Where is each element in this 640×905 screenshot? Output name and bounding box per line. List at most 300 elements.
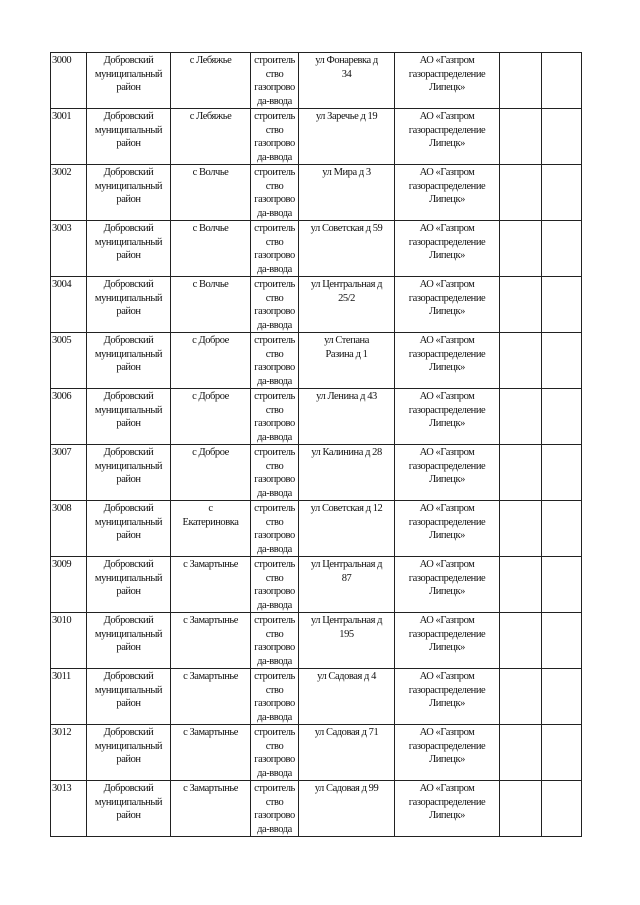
district-line: Добровский [103, 55, 154, 66]
district-line: район [116, 418, 141, 429]
district-cell [87, 277, 171, 333]
locality-line: с Лебяжье [189, 55, 232, 66]
work-type-line: газопрово [254, 418, 295, 429]
locality-cell [171, 221, 251, 277]
locality-line: с Волчье [192, 167, 229, 178]
district-line: район [116, 194, 141, 205]
locality-line: с [208, 503, 213, 514]
organization-line: газораспределение [408, 460, 486, 472]
locality-cell [171, 53, 251, 109]
organization-line: АО «Газпром [419, 55, 475, 66]
district-line: муниципальный [94, 236, 163, 248]
organization-line: Липецк» [429, 698, 465, 709]
locality-cell [171, 725, 251, 781]
work-type-line: строитель [254, 727, 295, 738]
work-type-line: ство [265, 572, 284, 584]
locality-cell [171, 165, 251, 221]
row-number-cell: 3001 [51, 109, 87, 165]
organization-line: АО «Газпром [419, 615, 475, 626]
locality-line: с Замартынье [183, 615, 238, 626]
work-type-line: газопрово [254, 810, 295, 821]
district-line: муниципальный [94, 628, 163, 640]
address-line: ул Центральная д [310, 559, 383, 570]
row-number-cell: 3004 [51, 277, 87, 333]
row-number-cell: 3005 [51, 333, 87, 389]
district-line: район [116, 530, 141, 541]
address-line: ул Советская д 12 [310, 503, 383, 514]
empty-cell [500, 389, 542, 445]
work-type-line: строитель [254, 111, 295, 122]
work-type-line: ство [265, 68, 284, 80]
district-line: Добровский [103, 167, 154, 178]
work-type-line: газопрово [254, 194, 295, 205]
empty-cell [542, 781, 582, 837]
work-type-line: да-ввода [257, 95, 292, 107]
work-type-line: да-ввода [257, 431, 292, 443]
organization-line: газораспределение [408, 404, 486, 416]
organization-line: Липецк» [429, 306, 465, 317]
district-cell [87, 333, 171, 389]
district-line: муниципальный [94, 68, 163, 80]
district-line: Добровский [103, 447, 154, 458]
work-type-cell [251, 277, 299, 333]
table-row [51, 557, 582, 613]
address-line: 87 [341, 572, 352, 584]
locality-cell [171, 277, 251, 333]
work-type-cell [251, 781, 299, 837]
organization-line: АО «Газпром [419, 223, 475, 234]
locality-line: с Лебяжье [189, 111, 232, 122]
work-type-line: строитель [254, 447, 295, 458]
district-cell [87, 781, 171, 837]
organization-cell [395, 277, 500, 333]
organization-cell [395, 221, 500, 277]
work-type-line: строитель [254, 279, 295, 290]
work-type-line: ство [265, 348, 284, 360]
organization-line: Липецк» [429, 474, 465, 485]
organization-line: АО «Газпром [419, 279, 475, 290]
district-line: Добровский [103, 783, 154, 794]
district-line: муниципальный [94, 348, 163, 360]
empty-cell [542, 557, 582, 613]
work-type-line: строитель [254, 559, 295, 570]
organization-line: АО «Газпром [419, 391, 475, 402]
address-cell [299, 725, 395, 781]
empty-cell [500, 277, 542, 333]
work-type-line: ство [265, 124, 284, 136]
district-line: Добровский [103, 559, 154, 570]
district-cell [87, 389, 171, 445]
empty-cell [500, 669, 542, 725]
district-cell [87, 725, 171, 781]
work-type-line: газопрово [254, 362, 295, 373]
work-type-line: газопрово [254, 754, 295, 765]
organization-line: Липецк» [429, 418, 465, 429]
organization-line: АО «Газпром [419, 111, 475, 122]
locality-cell [171, 501, 251, 557]
organization-line: Липецк» [429, 82, 465, 93]
organization-line: АО «Газпром [419, 167, 475, 178]
organization-cell [395, 389, 500, 445]
empty-cell [500, 613, 542, 669]
address-line: ул Степана [324, 335, 369, 346]
organization-line: АО «Газпром [419, 783, 475, 794]
district-line: муниципальный [94, 460, 163, 472]
address-line: ул Центральная д [310, 279, 383, 290]
district-line: район [116, 138, 141, 149]
organization-cell [395, 165, 500, 221]
work-type-line: ство [265, 180, 284, 192]
organization-line: Липецк» [429, 362, 465, 373]
district-line: район [116, 754, 141, 765]
address-cell [299, 221, 395, 277]
district-line: Добровский [103, 111, 154, 122]
work-type-cell [251, 221, 299, 277]
work-type-line: ство [265, 292, 284, 304]
work-type-cell [251, 669, 299, 725]
address-line: 34 [341, 68, 352, 80]
work-type-line: газопрово [254, 586, 295, 597]
organization-line: АО «Газпром [419, 447, 475, 458]
work-type-line: да-ввода [257, 487, 292, 499]
organization-line: газораспределение [408, 68, 486, 80]
locality-cell [171, 389, 251, 445]
address-line: ул Мира д 3 [322, 167, 371, 178]
work-type-cell [251, 613, 299, 669]
district-line: муниципальный [94, 180, 163, 192]
locality-cell [171, 781, 251, 837]
address-cell [299, 53, 395, 109]
district-line: район [116, 250, 141, 261]
work-type-line: да-ввода [257, 207, 292, 219]
district-cell [87, 165, 171, 221]
district-cell [87, 501, 171, 557]
work-type-line: газопрово [254, 642, 295, 653]
district-line: район [116, 474, 141, 485]
work-type-line: ство [265, 460, 284, 472]
district-cell [87, 221, 171, 277]
work-type-line: строитель [254, 223, 295, 234]
district-cell [87, 445, 171, 501]
empty-cell [542, 669, 582, 725]
empty-cell [500, 53, 542, 109]
address-line: Разина д 1 [325, 348, 368, 360]
organization-line: газораспределение [408, 628, 486, 640]
work-type-line: да-ввода [257, 711, 292, 723]
locality-line: с Доброе [192, 391, 229, 402]
table-row [51, 781, 582, 837]
table-body [51, 53, 582, 837]
work-type-cell [251, 389, 299, 445]
organization-cell [395, 613, 500, 669]
work-type-line: газопрово [254, 138, 295, 149]
work-type-cell [251, 165, 299, 221]
work-type-line: ство [265, 684, 284, 696]
organization-line: Липецк» [429, 530, 465, 541]
district-line: муниципальный [94, 796, 163, 808]
organization-line: газораспределение [408, 348, 486, 360]
organization-line: газораспределение [408, 236, 486, 248]
empty-cell [542, 221, 582, 277]
organization-line: газораспределение [408, 516, 486, 528]
work-type-line: строитель [254, 167, 295, 178]
locality-line: с Замартынье [183, 671, 238, 682]
district-line: Добровский [103, 671, 154, 682]
locality-line: с Замартынье [183, 727, 238, 738]
work-type-cell [251, 501, 299, 557]
work-type-line: да-ввода [257, 375, 292, 387]
district-line: муниципальный [94, 404, 163, 416]
organization-cell [395, 109, 500, 165]
address-line: 195 [339, 628, 354, 640]
district-line: муниципальный [94, 740, 163, 752]
work-type-line: газопрово [254, 82, 295, 93]
work-type-line: да-ввода [257, 151, 292, 163]
address-line: ул Садовая д 4 [317, 671, 376, 682]
work-type-line: строитель [254, 335, 295, 346]
row-number-cell: 3008 [51, 501, 87, 557]
work-type-line: ство [265, 628, 284, 640]
organization-line: Липецк» [429, 642, 465, 653]
address-cell [299, 501, 395, 557]
row-number-cell: 3002 [51, 165, 87, 221]
locality-line: с Замартынье [183, 559, 238, 570]
district-line: район [116, 642, 141, 653]
work-type-line: ство [265, 740, 284, 752]
work-type-line: ство [265, 516, 284, 528]
work-type-cell [251, 445, 299, 501]
empty-cell [500, 109, 542, 165]
empty-cell [542, 613, 582, 669]
address-cell [299, 333, 395, 389]
row-number-cell: 3010 [51, 613, 87, 669]
address-line: ул Заречье д 19 [315, 111, 378, 122]
empty-cell [542, 501, 582, 557]
empty-cell [500, 221, 542, 277]
district-line: Добровский [103, 335, 154, 346]
address-cell [299, 277, 395, 333]
organization-line: газораспределение [408, 572, 486, 584]
district-cell [87, 613, 171, 669]
table-row [51, 333, 582, 389]
locality-cell [171, 613, 251, 669]
district-line: муниципальный [94, 292, 163, 304]
empty-cell [542, 277, 582, 333]
address-line: ул Ленина д 43 [316, 391, 377, 402]
table-row [51, 669, 582, 725]
district-line: Добровский [103, 727, 154, 738]
organization-line: газораспределение [408, 292, 486, 304]
district-line: муниципальный [94, 516, 163, 528]
locality-cell [171, 109, 251, 165]
locality-cell [171, 557, 251, 613]
organization-cell [395, 445, 500, 501]
work-type-line: газопрово [254, 250, 295, 261]
organization-line: Липецк» [429, 810, 465, 821]
organization-cell [395, 557, 500, 613]
address-cell [299, 109, 395, 165]
row-number-cell: 3009 [51, 557, 87, 613]
district-line: Добровский [103, 279, 154, 290]
work-type-line: строитель [254, 391, 295, 402]
work-type-line: да-ввода [257, 655, 292, 667]
locality-cell [171, 669, 251, 725]
empty-cell [500, 165, 542, 221]
work-type-line: ство [265, 404, 284, 416]
row-number-cell: 3013 [51, 781, 87, 837]
row-number-cell: 3011 [51, 669, 87, 725]
organization-line: АО «Газпром [419, 335, 475, 346]
empty-cell [500, 333, 542, 389]
locality-line: с Доброе [192, 335, 229, 346]
work-type-line: да-ввода [257, 543, 292, 555]
district-line: муниципальный [94, 124, 163, 136]
empty-cell [542, 109, 582, 165]
district-cell [87, 669, 171, 725]
address-cell [299, 389, 395, 445]
address-cell [299, 557, 395, 613]
district-line: Добровский [103, 391, 154, 402]
table-row [51, 445, 582, 501]
empty-cell [500, 557, 542, 613]
work-type-line: ство [265, 796, 284, 808]
row-number-cell: 3000 [51, 53, 87, 109]
row-number-cell: 3012 [51, 725, 87, 781]
address-line: ул Садовая д 99 [314, 783, 379, 794]
locality-line: Екатериновка [182, 516, 239, 528]
district-line: Добровский [103, 223, 154, 234]
organization-line: газораспределение [408, 684, 486, 696]
district-line: район [116, 586, 141, 597]
organization-cell [395, 725, 500, 781]
district-line: муниципальный [94, 572, 163, 584]
empty-cell [542, 445, 582, 501]
table-row [51, 501, 582, 557]
work-type-line: да-ввода [257, 823, 292, 835]
district-line: район [116, 698, 141, 709]
empty-cell [542, 389, 582, 445]
empty-cell [500, 501, 542, 557]
work-type-line: да-ввода [257, 263, 292, 275]
address-cell [299, 445, 395, 501]
work-type-line: строитель [254, 503, 295, 514]
work-type-cell [251, 725, 299, 781]
locality-line: с Замартынье [183, 783, 238, 794]
work-type-cell [251, 109, 299, 165]
table-row [51, 277, 582, 333]
organization-line: АО «Газпром [419, 671, 475, 682]
address-cell [299, 613, 395, 669]
row-number-cell: 3003 [51, 221, 87, 277]
district-line: муниципальный [94, 684, 163, 696]
empty-cell [500, 445, 542, 501]
organization-cell [395, 501, 500, 557]
work-type-line: да-ввода [257, 767, 292, 779]
organization-line: Липецк» [429, 586, 465, 597]
row-number-cell: 3006 [51, 389, 87, 445]
district-line: район [116, 82, 141, 93]
organization-line: Липецк» [429, 138, 465, 149]
work-type-cell [251, 53, 299, 109]
table-row [51, 613, 582, 669]
district-cell [87, 557, 171, 613]
address-cell [299, 669, 395, 725]
empty-cell [500, 725, 542, 781]
district-line: Добровский [103, 503, 154, 514]
organization-cell [395, 781, 500, 837]
table-row [51, 221, 582, 277]
address-line: 25/2 [338, 292, 355, 304]
work-type-line: газопрово [254, 530, 295, 541]
locality-cell [171, 445, 251, 501]
district-line: Добровский [103, 615, 154, 626]
locality-cell [171, 333, 251, 389]
registry-table [50, 52, 582, 837]
work-type-line: строитель [254, 615, 295, 626]
work-type-line: газопрово [254, 306, 295, 317]
address-line: ул Садовая д 71 [314, 727, 379, 738]
organization-line: газораспределение [408, 740, 486, 752]
work-type-line: да-ввода [257, 599, 292, 611]
locality-line: с Доброе [192, 447, 229, 458]
work-type-line: да-ввода [257, 319, 292, 331]
empty-cell [500, 781, 542, 837]
organization-cell [395, 669, 500, 725]
work-type-line: ство [265, 236, 284, 248]
organization-line: газораспределение [408, 796, 486, 808]
empty-cell [542, 725, 582, 781]
organization-line: АО «Газпром [419, 503, 475, 514]
organization-line: газораспределение [408, 180, 486, 192]
table-row [51, 389, 582, 445]
work-type-cell [251, 333, 299, 389]
table-row [51, 165, 582, 221]
locality-line: с Волчье [192, 223, 229, 234]
organization-line: Липецк» [429, 754, 465, 765]
table-row [51, 53, 582, 109]
organization-line: АО «Газпром [419, 727, 475, 738]
address-cell [299, 781, 395, 837]
empty-cell [542, 53, 582, 109]
district-line: район [116, 810, 141, 821]
table-row [51, 109, 582, 165]
work-type-line: строитель [254, 783, 295, 794]
organization-line: Липецк» [429, 250, 465, 261]
district-line: район [116, 306, 141, 317]
work-type-line: строитель [254, 55, 295, 66]
district-cell [87, 109, 171, 165]
address-line: ул Центральная д [310, 615, 383, 626]
address-line: ул Советская д 59 [310, 223, 383, 234]
district-line: район [116, 362, 141, 373]
address-cell [299, 165, 395, 221]
work-type-line: газопрово [254, 474, 295, 485]
address-line: ул Фонаревка д [315, 55, 378, 66]
address-line: ул Калинина д 28 [311, 447, 382, 458]
empty-cell [542, 165, 582, 221]
district-cell [87, 53, 171, 109]
work-type-line: газопрово [254, 698, 295, 709]
locality-line: с Волчье [192, 279, 229, 290]
work-type-line: строитель [254, 671, 295, 682]
organization-cell [395, 333, 500, 389]
work-type-cell [251, 557, 299, 613]
empty-cell [542, 333, 582, 389]
row-number-cell: 3007 [51, 445, 87, 501]
organization-line: газораспределение [408, 124, 486, 136]
organization-line: Липецк» [429, 194, 465, 205]
table-row [51, 725, 582, 781]
